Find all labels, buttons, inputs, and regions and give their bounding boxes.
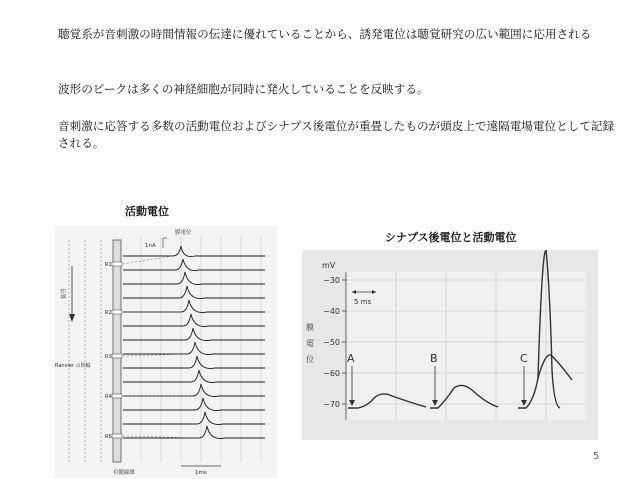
label-1na: 1nA: [145, 243, 156, 249]
marker-a: A: [347, 352, 355, 365]
marker-b: B: [430, 352, 438, 365]
y-tick: −50: [323, 338, 340, 347]
node-label: R2: [105, 310, 112, 316]
y-tick: −70: [323, 400, 340, 409]
paragraph-3: 音刺激に応答する多数の活動電位およびシナプス後電位が重畳したものが頭皮上で遠隔電場電位として記録される。: [58, 119, 615, 150]
y-label-char: 電: [306, 339, 314, 348]
label-membrane: 膜電位: [175, 230, 192, 236]
y-tick: −30: [323, 276, 340, 285]
unit-label: mV: [322, 261, 336, 270]
y-label-char: 位: [306, 355, 314, 364]
y-label-char: 膜: [306, 323, 314, 332]
figure-right-title: シナプス後電位と活動電位: [385, 231, 517, 244]
y-tick: −40: [323, 307, 340, 316]
node-label: R3: [105, 354, 112, 360]
label-time: 1ms: [195, 470, 207, 476]
node-label: R5: [105, 434, 112, 440]
paragraph-2: 波形のピークは多くの神経細胞が同時に発火していることを反映する。: [58, 82, 429, 96]
time-scale-label: 5 ms: [354, 298, 372, 306]
node-label: R4: [105, 394, 112, 400]
node-label: R1: [105, 262, 112, 268]
y-tick: −60: [323, 369, 340, 378]
page-number: 5: [593, 451, 600, 462]
label-direction: 伝導: [59, 288, 65, 300]
action-potential-figure: [55, 226, 277, 478]
label-myelin: 有髄線維: [113, 470, 136, 476]
marker-c: C: [520, 352, 528, 365]
label-ranvier: Ranvier の絞輪: [55, 363, 91, 369]
paragraph-1: 聴覚系が音刺激の時間情報の伝達に優れていることから、誘発電位は聴覚研究の広い範囲に応用される: [58, 27, 592, 41]
psp-figure: [302, 250, 598, 440]
figure-left-title: 活動電位: [125, 205, 169, 218]
